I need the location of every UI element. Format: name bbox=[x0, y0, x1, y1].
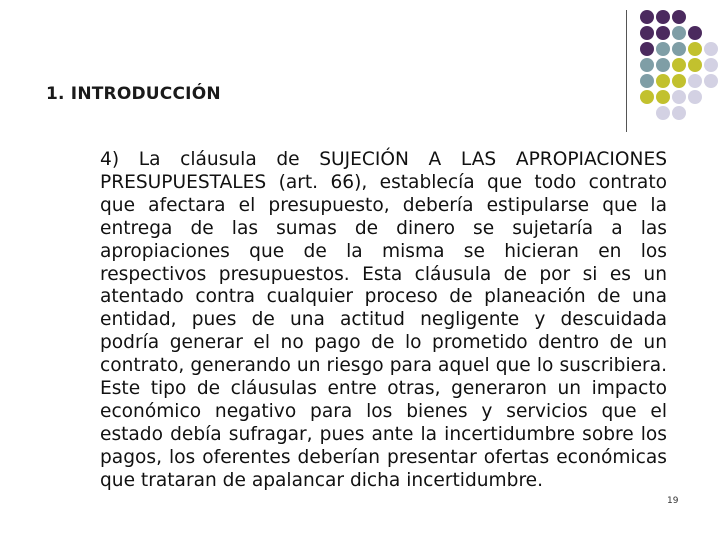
slide-heading: 1. INTRODUCCIÓN bbox=[46, 84, 221, 104]
dot-grid-decoration bbox=[640, 10, 720, 122]
body-paragraph: 4) La cláusula de SUJECIÓN A LAS APROPIACIONES PRESUPUESTALES (art. 66), establecía que todo contrato que afectara el presupuesto, debería estipularse que la entrega de las sumas de dinero se sujetaría a las apropiaciones que de la misma se hicieran en los respectivos presupuestos. Esta cláusula de por si es un atentado contra cualquier proceso de planeación de una entidad, pues de una actitud negligente y descuidada podría generar el no pago de lo prometido dentro de un contrato, generando un riesgo para aquel que lo suscribiera. Este tipo de cláusulas entre otras, generaron un impacto económico negativo para los bienes y servicios que el estado debía sufragar, pues ante la incertidumbre sobre los pagos, los oferentes deberían presentar ofertas económicas que trataran de apalancar dicha incertidumbre. bbox=[100, 149, 667, 491]
decorative-dot bbox=[688, 74, 702, 88]
decorative-dot bbox=[640, 10, 654, 24]
decorative-dot bbox=[640, 74, 654, 88]
decorative-dot bbox=[640, 58, 654, 72]
page-number: 19 bbox=[667, 496, 679, 506]
decorative-dot bbox=[656, 74, 670, 88]
decorative-dot bbox=[640, 26, 654, 40]
decorative-dot bbox=[704, 58, 718, 72]
decorative-dot bbox=[704, 42, 718, 56]
decorative-dot bbox=[688, 90, 702, 104]
decorative-dot bbox=[672, 26, 686, 40]
decorative-dot bbox=[672, 106, 686, 120]
decorative-dot bbox=[656, 26, 670, 40]
decorative-dot bbox=[640, 42, 654, 56]
decorative-dot bbox=[672, 90, 686, 104]
decorative-dot bbox=[656, 10, 670, 24]
decorative-dot bbox=[672, 10, 686, 24]
decorative-dot bbox=[688, 26, 702, 40]
decorative-dot bbox=[640, 90, 654, 104]
decorative-dot bbox=[688, 58, 702, 72]
decorative-dot bbox=[672, 42, 686, 56]
decorative-dot bbox=[672, 74, 686, 88]
decorative-dot bbox=[656, 58, 670, 72]
decorative-dot bbox=[704, 74, 718, 88]
decorative-dot bbox=[688, 42, 702, 56]
decorative-dot bbox=[672, 58, 686, 72]
decorative-dot bbox=[656, 106, 670, 120]
decorative-dot bbox=[656, 90, 670, 104]
decorative-dot bbox=[656, 42, 670, 56]
vertical-divider-line bbox=[626, 10, 627, 132]
